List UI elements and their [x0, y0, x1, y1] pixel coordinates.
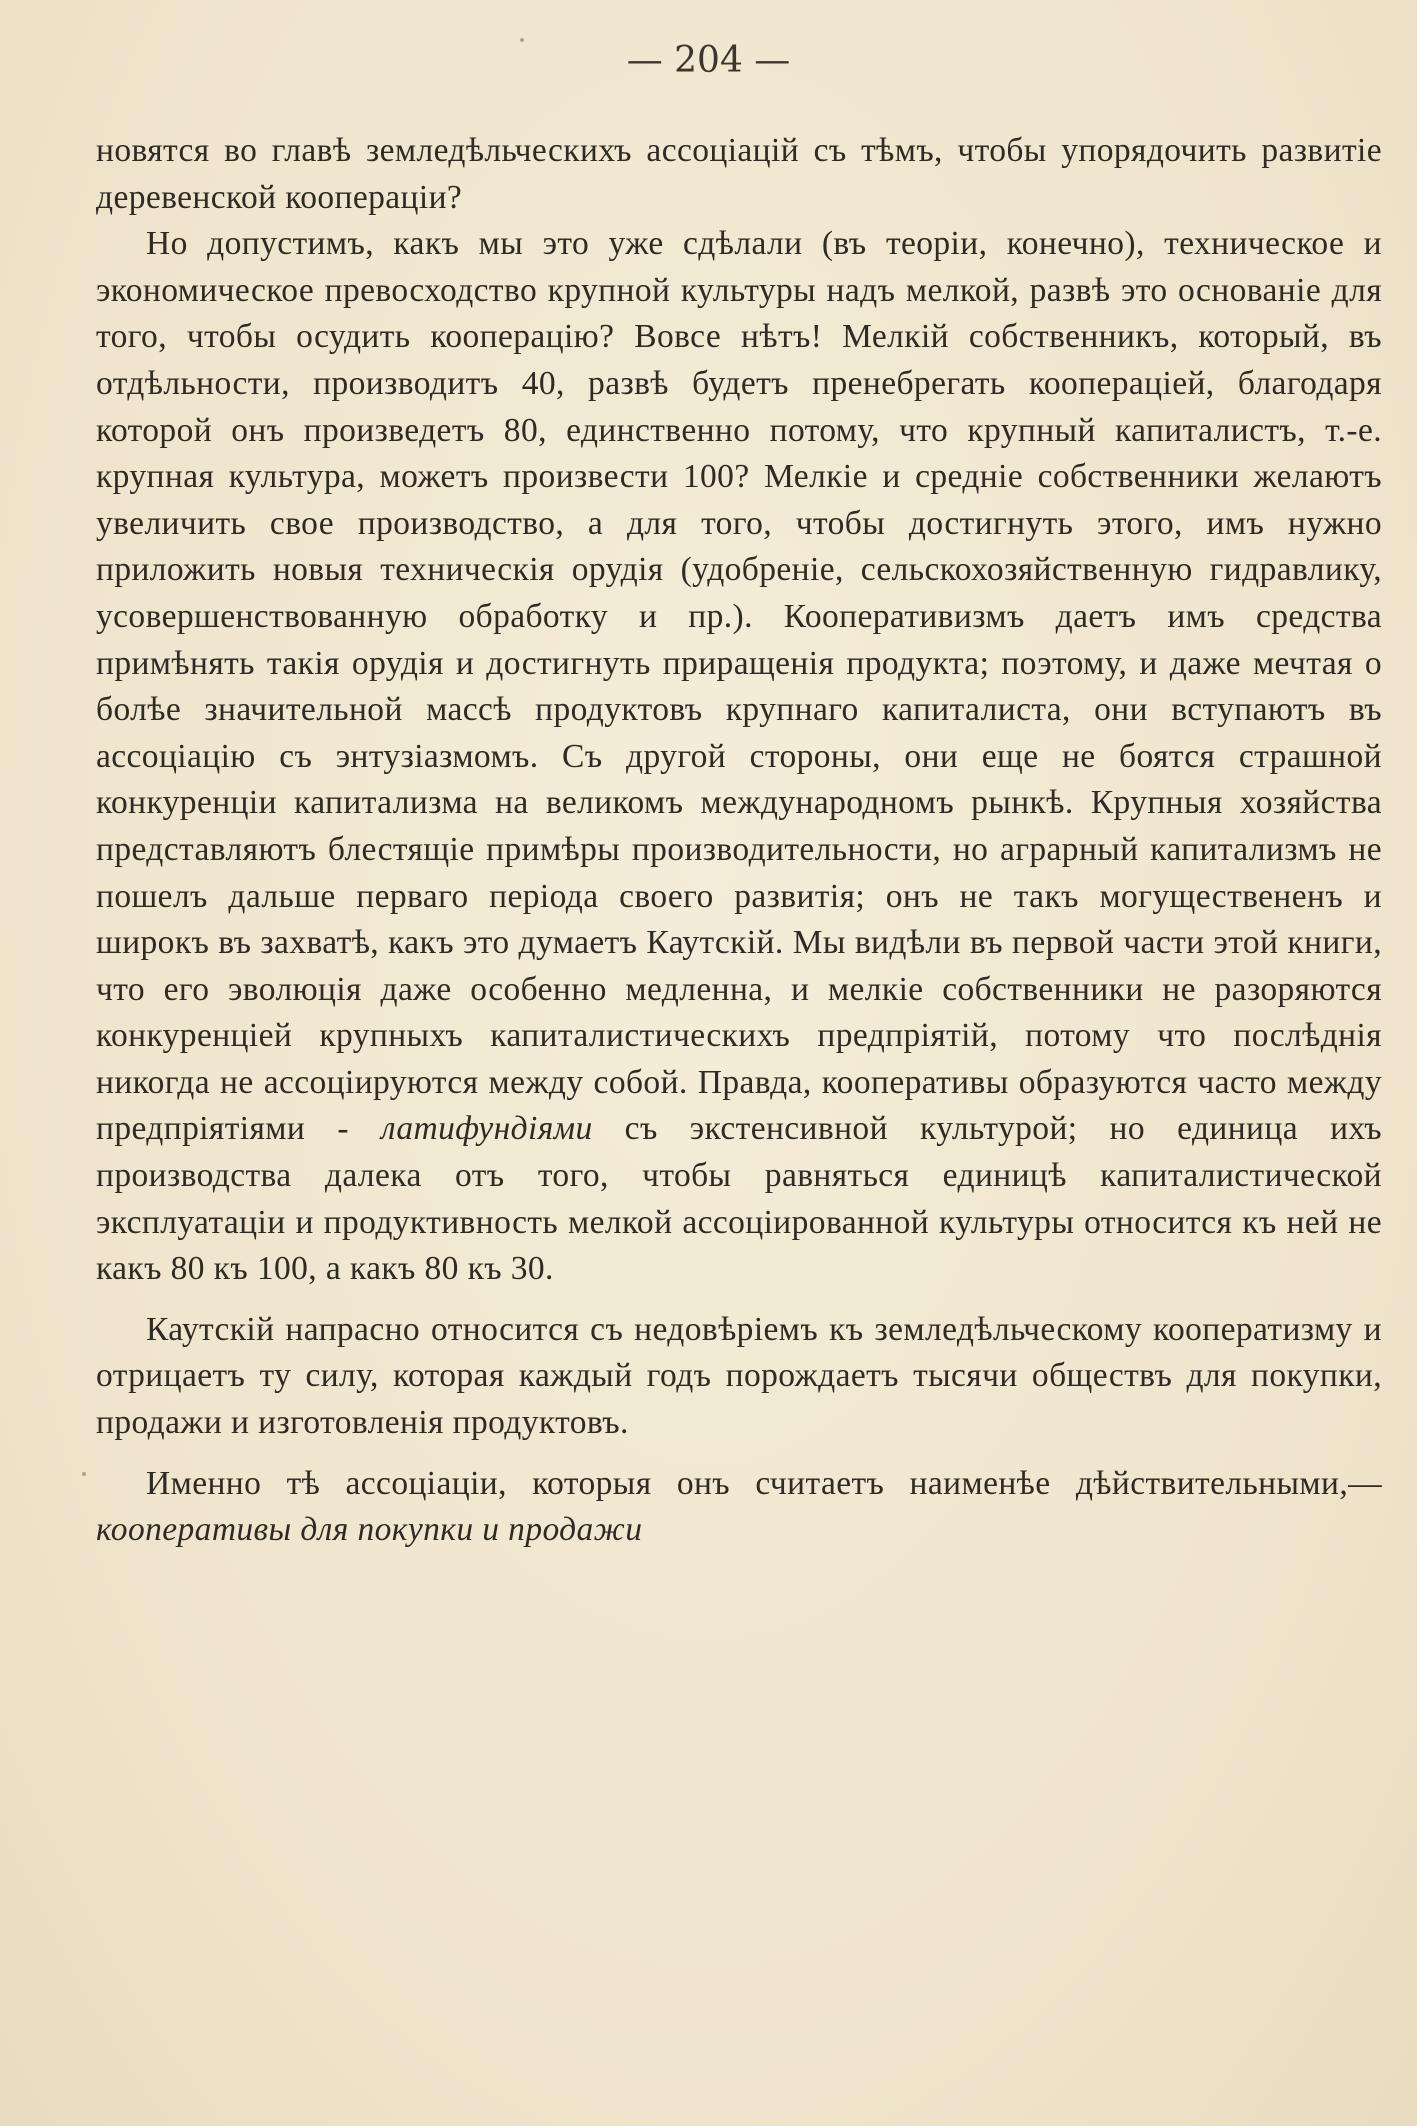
paragraph-3: [96, 1307, 1382, 1447]
paragraph-4-text-a: Именно тѣ ассоціаціи, которыя онъ считаетъ наименѣе дѣйствительными,—: [146, 1464, 1382, 1502]
paragraph-2-emphasis: латифундіями: [380, 1110, 593, 1148]
paragraph-1: [96, 128, 1382, 221]
body-text: [96, 128, 1382, 1554]
paragraph-2-text-a: Но допустимъ, какъ мы это уже сдѣлали (въ теоріи, конечно), техническое и экономическое превосходство крупной культуры надъ мелкой, развѣ это основаніе для того, чтобы осудить кооперацію? Вовсе нѣтъ! Мелкій собственникъ, который, въ отдѣльности, производитъ 40, развѣ будетъ пренебрегать кооперацiей, благодаря которой онъ произведетъ 80, единственно потому, что крупный капиталистъ, т.-е. крупная культура, можетъ произвести 100? Мелкіе и средніе собственники желаютъ увеличить свое производство, а для того, чтобы достигнуть этого, имъ нужно приложить новыя техническія орудія (удобреніе, сельскохозяйственную гидравлику, усовершенствованную обработку и пр.). Кооперативизмъ даетъ имъ средства примѣнять такія орудія и достигнуть приращенія продукта; поэтому, и даже мечтая о болѣе значительной массѣ продуктовъ крупнаго капиталиста, они вступаютъ въ ассоціацію съ энтузіазмомъ. Съ другой стороны, они еще не боятся страшной конкуренціи капитализма на великомъ международномъ рынкѣ. Крупныя хозяйства представляютъ блестящіе примѣры производительности, но аграрный капитализмъ не пошелъ дальше перваго періода своего развитія; онъ не такъ могущественeнъ и широкъ въ захватѣ, какъ это думаетъ Каутскій. Мы видѣли въ первой части этой книги, что его эволюція даже особенно медленна, и мелкіе собственники не разоряются конкуренціей крупныхъ капиталистическихъ предпріятій, потому что послѣднія никогда не ассоціируются между собой. Правда, кооперативы образуются часто между предпріятіями -: [96, 225, 1382, 1148]
paragraph-1-text: новятся во главѣ земледѣльческихъ ассоціацій съ тѣмъ, чтобы упорядочить развитіе деревенской кооперацiи?: [96, 132, 1382, 216]
paragraph-2: [96, 221, 1382, 1293]
paragraph-4-emphasis: кооперативы для покупки и продажи: [96, 1511, 643, 1549]
paragraph-2-text-b: съ экстенсивной культурой; но единица ихъ производства далека отъ того, чтобы равняться единицѣ капиталистической эксплуатаціи и продуктивность мелкой ассоціированной культуры относится къ ней не какъ 80 къ 100, а какъ 80 къ 30.: [96, 1110, 1382, 1288]
paper-speck: [82, 1472, 86, 1476]
paragraph-3-text: Каутскій напрасно относится съ недовѣріемъ къ земледѣльческому кооператизму и отрицаетъ ту силу, которая каждый годъ порождаетъ тысячи обществъ для покупки, продажи и изготовленія продуктовъ.: [96, 1310, 1382, 1442]
page-number: — 204 —: [626, 40, 791, 81]
paper-speck: [520, 38, 524, 42]
paragraph-4: [96, 1461, 1382, 1554]
